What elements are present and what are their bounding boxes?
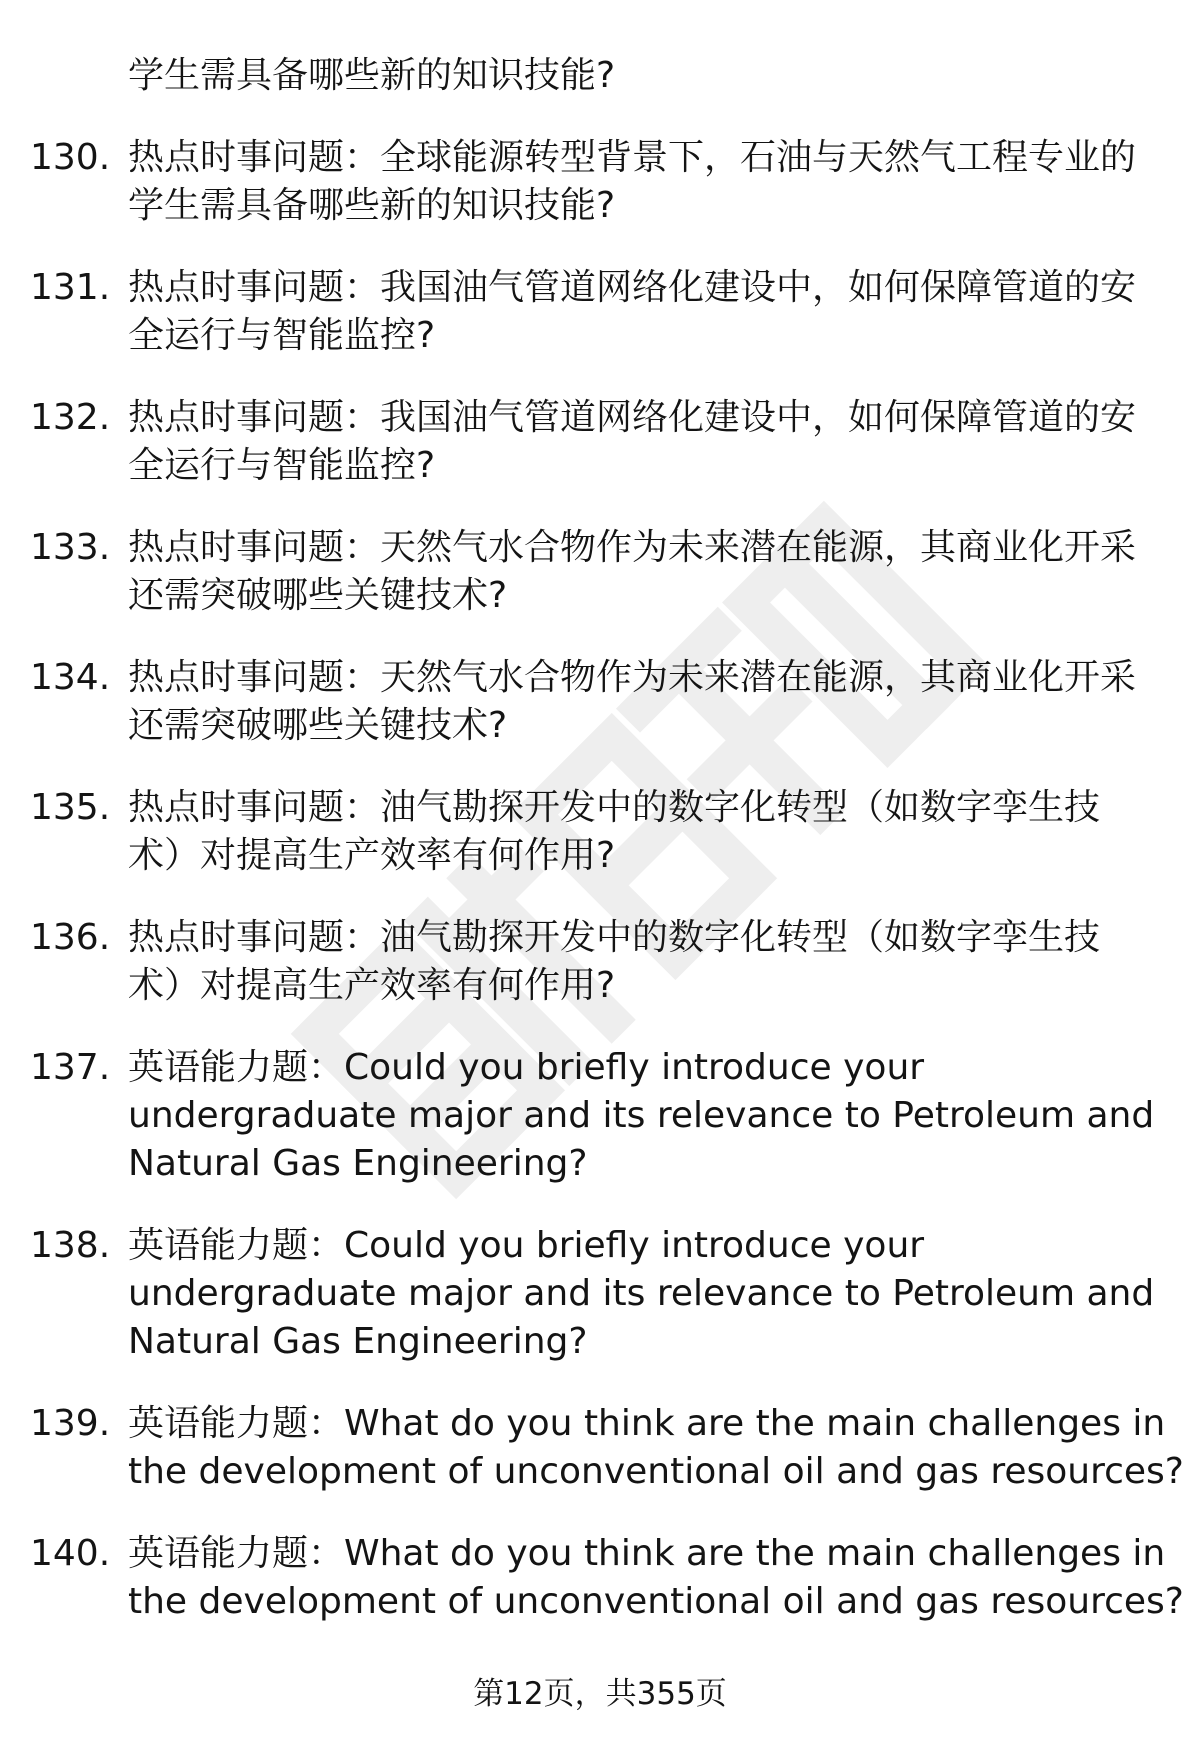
text-line: 热点时事问题：天然气水合物作为未来潜在能源，其商业化开采	[128, 657, 1137, 698]
item-text	[128, 1222, 1155, 1366]
text-line: 英语能力题：Could you briefly introduce your	[128, 1225, 925, 1266]
page-number-footer: 第12页，共355页	[473, 1676, 727, 1712]
text-line: 英语能力题：What do you think are the main challenges in	[128, 1533, 1166, 1574]
item-text	[128, 52, 1138, 100]
list-item	[0, 1400, 1200, 1496]
text-line: 术）对提高生产效率有何作用?	[128, 965, 616, 1006]
item-text	[128, 1400, 1184, 1496]
text-line: 学生需具备哪些新的知识技能?	[128, 55, 616, 96]
text-line: 热点时事问题：油气勘探开发中的数字化转型（如数字孪生技	[128, 787, 1101, 828]
list-item	[0, 134, 1200, 230]
text-line: 热点时事问题：我国油气管道网络化建设中，如何保障管道的安	[128, 267, 1137, 308]
text-line: 热点时事问题：全球能源转型背景下，石油与天然气工程专业的	[128, 137, 1137, 178]
list-item	[0, 52, 1200, 100]
list-item	[0, 1530, 1200, 1626]
text-line: the development of unconventional oil and gas resources?	[128, 1581, 1184, 1622]
list-item	[0, 784, 1200, 880]
item-text	[128, 524, 1138, 620]
item-number: 133.	[30, 527, 111, 568]
list-item	[0, 1044, 1200, 1188]
list-item	[0, 654, 1200, 750]
text-line: 英语能力题：What do you think are the main challenges in	[128, 1403, 1166, 1444]
item-number: 139.	[30, 1403, 111, 1444]
text-line: undergraduate major and its relevance to Petroleum and	[128, 1095, 1155, 1136]
text-line: 还需突破哪些关键技术?	[128, 705, 508, 746]
item-text	[128, 134, 1138, 230]
text-line: 热点时事问题：天然气水合物作为未来潜在能源，其商业化开采	[128, 527, 1137, 568]
text-line: 全运行与智能监控?	[128, 445, 436, 486]
list-item	[0, 524, 1200, 620]
item-number: 135.	[30, 787, 111, 828]
list-item	[0, 264, 1200, 360]
item-text	[128, 394, 1138, 490]
item-number: 131.	[30, 267, 111, 308]
list-item	[0, 394, 1200, 490]
text-line: Natural Gas Engineering?	[128, 1143, 588, 1184]
item-number: 137.	[30, 1047, 111, 1088]
item-number: 132.	[30, 397, 111, 438]
text-line: Natural Gas Engineering?	[128, 1321, 588, 1362]
text-line: the development of unconventional oil and gas resources?	[128, 1451, 1184, 1492]
item-text	[128, 1530, 1184, 1626]
question-list	[0, 52, 1200, 1660]
list-item	[0, 1222, 1200, 1366]
text-line: 术）对提高生产效率有何作用?	[128, 835, 616, 876]
item-number: 136.	[30, 917, 111, 958]
text-line: 学生需具备哪些新的知识技能?	[128, 185, 616, 226]
item-number: 130.	[30, 137, 111, 178]
item-number: 140.	[30, 1533, 111, 1574]
item-text	[128, 1044, 1155, 1188]
item-text	[128, 914, 1138, 1010]
text-line: 全运行与智能监控?	[128, 315, 436, 356]
text-line: 还需突破哪些关键技术?	[128, 575, 508, 616]
list-item	[0, 914, 1200, 1010]
text-line: 热点时事问题：油气勘探开发中的数字化转型（如数字孪生技	[128, 917, 1101, 958]
item-number: 134.	[30, 657, 111, 698]
item-text	[128, 654, 1138, 750]
item-number: 138.	[30, 1225, 111, 1266]
item-text	[128, 784, 1138, 880]
item-text	[128, 264, 1138, 360]
text-line: undergraduate major and its relevance to Petroleum and	[128, 1273, 1155, 1314]
text-line: 热点时事问题：我国油气管道网络化建设中，如何保障管道的安	[128, 397, 1137, 438]
text-line: 英语能力题：Could you briefly introduce your	[128, 1047, 925, 1088]
